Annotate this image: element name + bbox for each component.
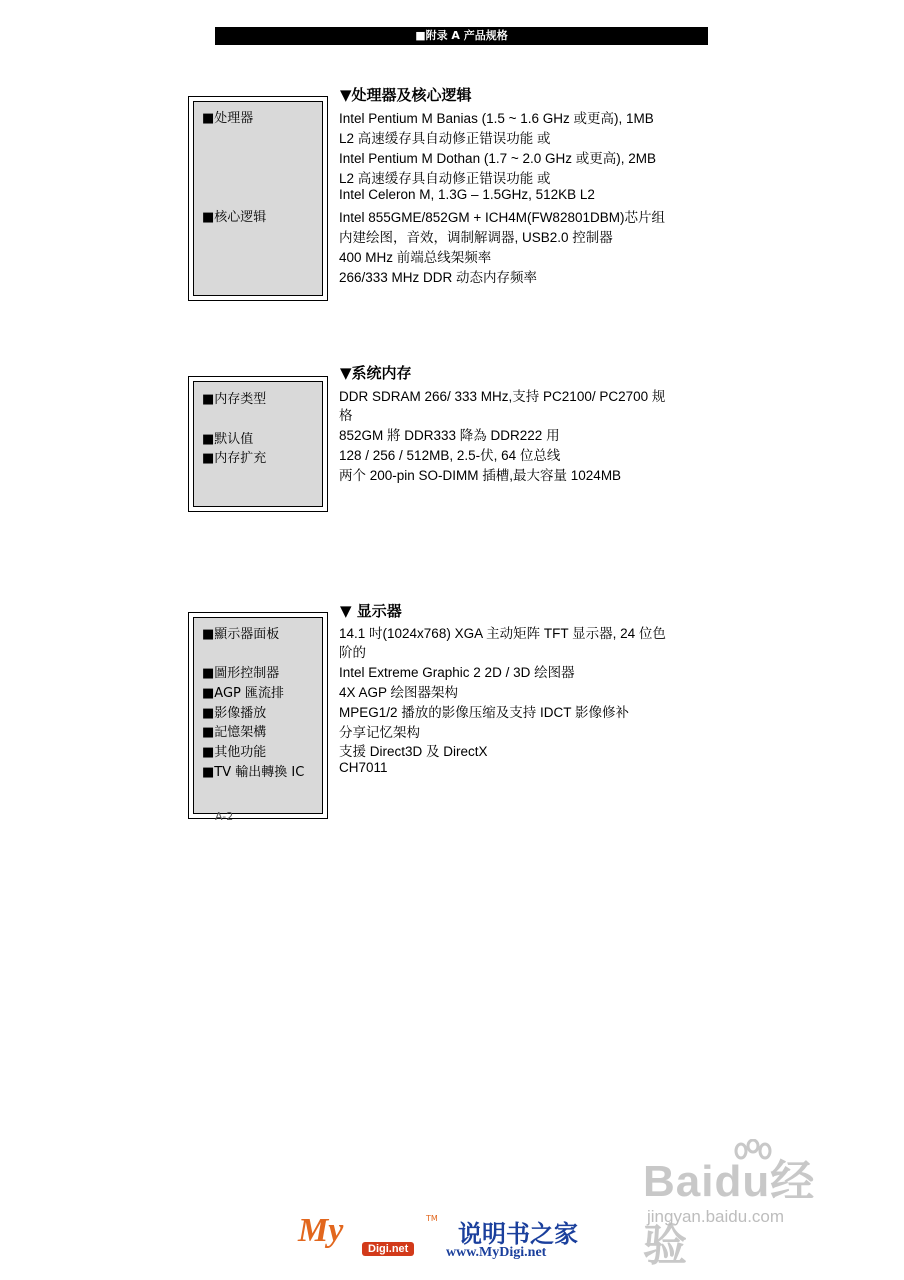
spec-line: MPEG1/2 播放的影像压缩及支持 IDCT 影像修补	[339, 705, 630, 720]
section-title-processor: ▼处理器及核心逻辑	[340, 86, 472, 104]
logo-chinese-name: 说明书之家	[458, 1220, 578, 1248]
spec-line: Intel Pentium M Dothan (1.7 ~ 2.0 GHz 或更高), 2MB	[339, 151, 656, 166]
mydigi-logo	[298, 1212, 608, 1268]
spec-line: 400 MHz 前端总线架频率	[339, 250, 492, 265]
logo-url: www.MyDigi.net	[446, 1245, 547, 1260]
label-box-processor	[188, 96, 328, 301]
label-memory-architecture: ■記憶架構	[202, 725, 267, 740]
spec-line: 格	[339, 408, 353, 423]
spec-line: 128 / 256 / 512MB, 2.5-伏, 64 位总线	[339, 448, 561, 463]
label-display-panel: ■顯示器面板	[202, 627, 280, 642]
spec-line: 14.1 吋(1024x768) XGA 主动矩阵 TFT 显示器, 24 位色	[339, 626, 666, 641]
spec-line: Intel Extreme Graphic 2 2D / 3D 绘图器	[339, 665, 575, 680]
spec-line: 分享记忆架构	[339, 725, 420, 740]
spec-line: 266/333 MHz DDR 动态内存频率	[339, 270, 538, 285]
section-title-memory: ▼系统内存	[340, 364, 412, 382]
appendix-header: ■附录 A 产品规格	[215, 27, 708, 45]
spec-line: DDR SDRAM 266/ 333 MHz,支持 PC2100/ PC2700 规	[339, 389, 666, 404]
logo-digi-badge: Digi.net	[362, 1242, 414, 1256]
spec-line: 两个 200-pin SO-DIMM 插槽,最大容量 1024MB	[339, 468, 622, 483]
label-processor: ■处理器	[202, 111, 254, 126]
spec-line: Intel Pentium M Banias (1.5 ~ 1.6 GHz 或更高), 1MB	[339, 111, 654, 126]
spec-line: 4X AGP 绘图器架构	[339, 685, 459, 700]
section-title-display: ▼ 显示器	[340, 602, 402, 620]
spec-line: 支援 Direct3D 及 DirectX	[339, 744, 488, 759]
spec-line: L2 高速缓存具自动修正错误功能 或	[339, 171, 551, 186]
label-video-playback: ■影像播放	[202, 706, 267, 721]
baidu-watermark	[643, 1145, 853, 1270]
spec-line: Intel 855GME/852GM + ICH4M(FW82801DBM)芯片组	[339, 210, 665, 225]
spec-line: Intel Celeron M, 1.3G – 1.5GHz, 512KB L2	[339, 187, 595, 202]
label-core-logic: ■核心逻辑	[202, 210, 267, 225]
spec-line: 内建绘图，音效，调制解调器, USB2.0 控制器	[339, 230, 613, 245]
label-default: ■默认值	[202, 432, 254, 447]
label-box-inner	[193, 101, 323, 296]
logo-my: My	[298, 1212, 344, 1249]
page-number: A-2	[215, 810, 234, 823]
label-graphics-controller: ■圖形控制器	[202, 666, 280, 681]
label-memory-type: ■内存类型	[202, 392, 267, 407]
spec-line: 阶的	[339, 645, 366, 660]
label-other-features: ■其他功能	[202, 745, 267, 760]
label-tv-out-ic: ■TV 輸出轉換 IC	[202, 765, 305, 780]
logo-tm: TM	[426, 1214, 438, 1223]
watermark-url: jingyan.baidu.com	[647, 1207, 785, 1226]
spec-line: CH7011	[339, 760, 388, 775]
spec-line: 852GM 將 DDR333 降為 DDR222 用	[339, 428, 560, 443]
label-memory-expansion: ■内存扩充	[202, 451, 267, 466]
spec-line: L2 高速缓存具自动修正错误功能 或	[339, 131, 551, 146]
watermark-logo: Baidu经验	[643, 1157, 816, 1270]
label-agp-bus: ■AGP 匯流排	[202, 686, 284, 701]
